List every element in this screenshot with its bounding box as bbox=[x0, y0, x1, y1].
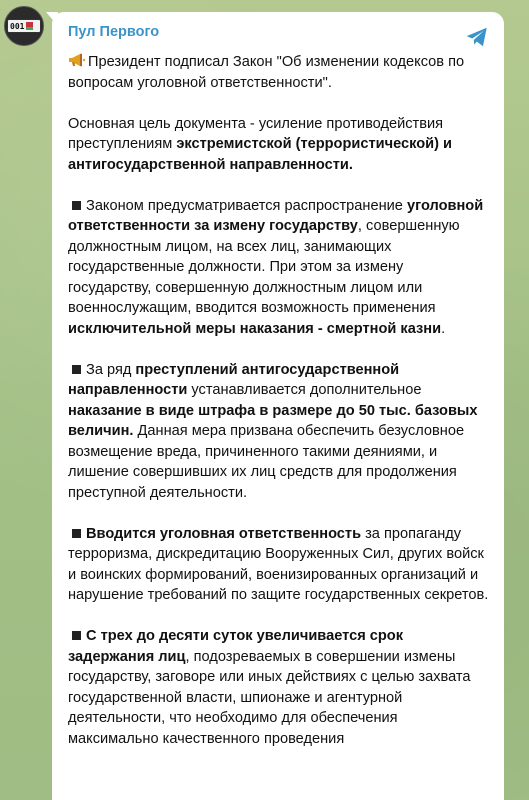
flag-icon bbox=[26, 22, 33, 30]
paragraph-2 bbox=[68, 114, 490, 176]
paragraph-6-text: , подозреваемых в совершении измены государству, заговоре или иных действиях с целью захвата государственной власти, шпионаже и агентурной деятельности, что необходимо для обеспечения максимально качественного проведения bbox=[68, 648, 471, 747]
paragraph-4-text-3: Данная мера призвана обеспечить безусловное возмещение вреда, причиненного такими деяниями, и лишение совершивших их лиц средств для продолжения преступной деятельности. bbox=[68, 423, 465, 501]
paragraph-5-bold: Вводится уголовная ответственность bbox=[86, 525, 362, 542]
message-bubble bbox=[52, 12, 504, 800]
paragraph-3-bold-2: исключительной меры наказания - смертной казни bbox=[68, 320, 442, 337]
paragraph-4 bbox=[68, 360, 490, 504]
paragraph-2-bold: экстремистской (террористической) и антигосударственной направленности. bbox=[68, 136, 452, 173]
license-plate-logo bbox=[7, 19, 41, 33]
paragraph-1-text: Президент подписал Закон "Об изменении кодексов по вопросам уголовной ответственности". bbox=[68, 54, 465, 91]
black-square-icon bbox=[72, 529, 81, 538]
paragraph-4-text-2: устанавливается дополнительное bbox=[187, 382, 422, 398]
paragraph-3 bbox=[68, 196, 490, 340]
black-square-icon bbox=[72, 201, 81, 210]
channel-name[interactable]: Пул Первого bbox=[68, 24, 160, 40]
paragraph-1 bbox=[68, 52, 490, 93]
paragraph-6 bbox=[68, 626, 490, 749]
paragraph-3-text-1: Законом предусматривается распространение bbox=[86, 197, 407, 214]
paragraph-5 bbox=[68, 524, 490, 606]
paragraph-3-bold-1: уголовной ответственности за измену государству bbox=[68, 197, 484, 234]
paragraph-6-bold: С трех до десяти суток увеличивается срок задержания лиц bbox=[68, 628, 404, 665]
channel-avatar[interactable] bbox=[4, 6, 44, 46]
megaphone-icon bbox=[68, 52, 88, 73]
paragraph-5-text: за пропаганду терроризма, дискредитацию Вооруженных Сил, других войск и воинских формирований, военизированных организаций и нарушение требований по защите государственных секретов. bbox=[68, 525, 489, 603]
avatar-plate-text: 001 bbox=[10, 21, 25, 31]
black-square-icon bbox=[72, 365, 81, 374]
paragraph-4-bold-1: преступлений антигосударственной направленности bbox=[68, 361, 400, 398]
paragraph-4-bold-2: наказание в виде штрафа в размере до 50 тыс. базовых величин. bbox=[68, 402, 478, 439]
paragraph-2-text: Основная цель документа - усиление противодействия преступлениям bbox=[68, 115, 444, 152]
paragraph-4-text-1: За ряд bbox=[86, 361, 136, 378]
share-icon[interactable] bbox=[464, 24, 490, 50]
paragraph-3-text-3: . bbox=[441, 320, 446, 337]
black-square-icon bbox=[72, 631, 81, 640]
paragraph-3-text-2: , совершенную должностным лицом, на всех лиц, занимающих государственные должности. При этом за измену государству, совершенную должностным лицом или военнослужащим, вводится возможность применения bbox=[68, 218, 460, 316]
post-text bbox=[68, 52, 490, 749]
